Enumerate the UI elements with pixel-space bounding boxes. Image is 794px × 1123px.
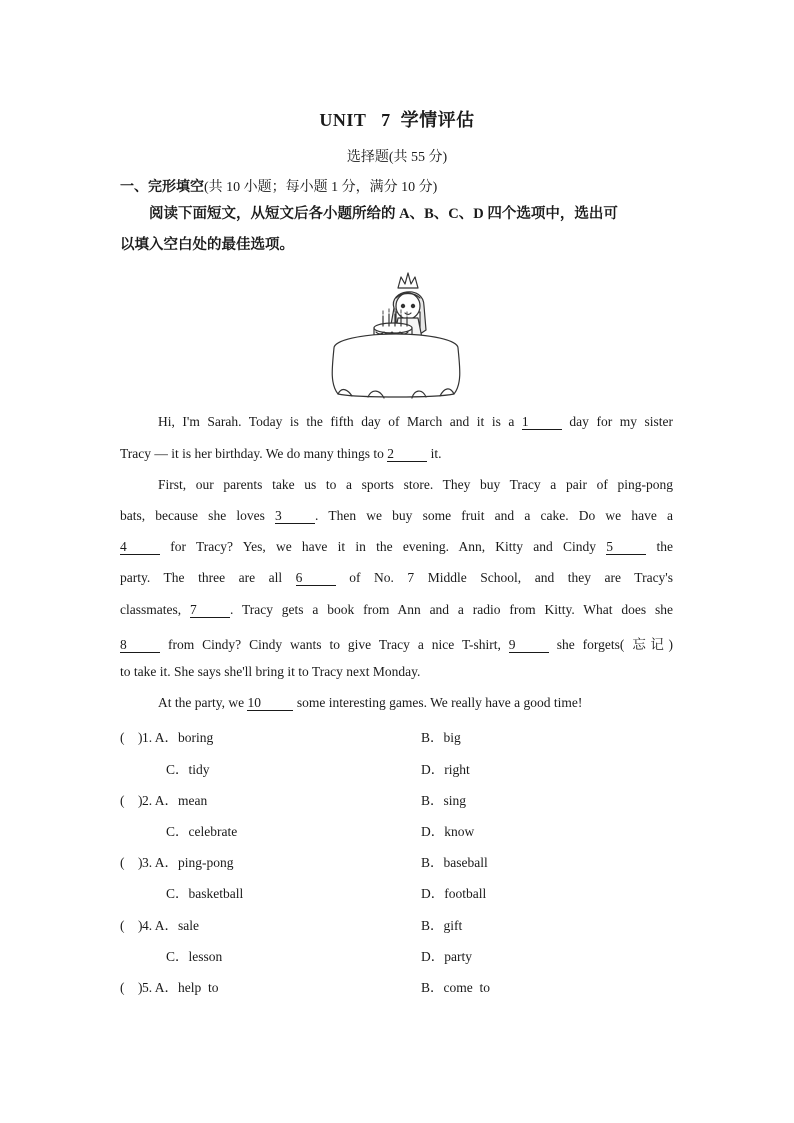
passage-text: some interesting games. We really have a good time! — [293, 695, 583, 710]
passage-line — [120, 570, 673, 586]
passage-line — [120, 414, 673, 430]
blank-5: 5 — [606, 539, 646, 555]
passage-line — [120, 664, 673, 680]
passage-text: it. — [427, 446, 442, 461]
option-b: B．big — [421, 730, 461, 745]
blank-9: 9 — [509, 637, 549, 653]
answer-bracket[interactable]: ( ) — [120, 980, 143, 995]
passage-text: Hi, I'm Sarah. Today is the fifth day of March and it is a — [158, 414, 522, 429]
passage-line — [120, 602, 673, 618]
crown-icon — [398, 273, 418, 288]
instruction-line-2: 以填入空白处的最佳选项。 — [120, 237, 294, 253]
passage-text: classmates, — [120, 602, 190, 617]
page-title: UNIT 7 学情评估 — [319, 110, 475, 130]
option-d: D．right — [421, 762, 470, 777]
blank-8: 8 — [120, 637, 160, 653]
section-subtitle: 选择题(共 55 分) — [346, 150, 448, 165]
answer-bracket[interactable]: ( ) — [120, 730, 143, 745]
question-4 — [120, 914, 199, 934]
option-b: B．sing — [421, 793, 467, 808]
blank-4: 4 — [120, 539, 160, 555]
option-a: A．mean — [154, 793, 208, 808]
passage-line — [120, 446, 673, 462]
section-note: (共 10 小题；每小题 1 分，满分 10 分) — [204, 180, 438, 195]
option-a: A．help to — [154, 980, 219, 995]
table-icon — [332, 334, 460, 398]
passage-line — [120, 539, 673, 555]
passage-text: she forgets( 忘记) — [548, 637, 673, 652]
option-b: B．gift — [421, 918, 463, 933]
answer-bracket[interactable]: ( ) — [120, 918, 143, 933]
option-b: B．come to — [421, 980, 490, 995]
instructions — [120, 199, 675, 261]
question-3 — [120, 851, 234, 871]
option-c: C．tidy — [166, 762, 210, 777]
option-c: C．lesson — [166, 949, 223, 964]
passage-text: to take it. She says she'll bring it to Tracy next Monday. — [120, 664, 421, 679]
passage-text: bats, because she loves — [120, 508, 276, 523]
option-c: C．basketball — [166, 886, 244, 901]
passage-text: for Tracy? Yes, we have it in the evening. Ann, Kitty and Cindy — [160, 539, 607, 554]
passage-text: . Tracy gets a book from Ann and a radio from Kitty. What does she — [229, 602, 673, 617]
face-shape — [396, 293, 420, 319]
question-number: 4. — [142, 918, 153, 933]
passage-text: party. The three are all — [120, 570, 296, 585]
option-b: B．baseball — [421, 855, 488, 870]
question-number: 1. — [142, 730, 153, 745]
question-1 — [120, 726, 213, 746]
option-c: C．celebrate — [166, 824, 238, 839]
passage-line — [120, 508, 673, 524]
passage-line — [120, 477, 673, 493]
question-5 — [120, 976, 219, 996]
blank-3: 3 — [275, 508, 315, 524]
question-number: 5. — [142, 980, 153, 995]
question-number: 3. — [142, 855, 153, 870]
passage-text: the — [646, 539, 673, 554]
instruction-line-1: 阅读下面短文，从短文后各小题所给的 A、B、C、D 四个选项中，选出可 — [149, 206, 618, 222]
option-d: D．know — [421, 824, 475, 839]
passage-text: First, our parents take us to a sports store. They buy Tracy a pair of ping-pong — [158, 477, 673, 492]
section-label: 一、完形填空 — [120, 180, 204, 195]
passage-line — [120, 695, 673, 711]
question-2 — [120, 789, 207, 809]
option-d: D．party — [421, 949, 472, 964]
passage-text: Tracy — it is her birthday. We do many things to — [120, 446, 388, 461]
passage-text: . Then we buy some fruit and a cake. Do we have a — [315, 508, 673, 523]
option-a: A．sale — [154, 918, 200, 933]
blank-7: 7 — [190, 602, 230, 618]
passage-line — [120, 633, 673, 653]
blank-1: 1 — [522, 414, 562, 430]
question-number: 2. — [142, 793, 153, 808]
option-a: A．boring — [154, 730, 214, 745]
section-heading — [120, 176, 437, 196]
passage-text: from Cindy? Cindy wants to give Tracy a nice T-shirt, — [160, 637, 509, 652]
blank-6: 6 — [296, 570, 336, 586]
option-a: A．ping-pong — [154, 855, 234, 870]
passage-text: day for my sister — [561, 414, 674, 429]
option-d: D．football — [421, 886, 487, 901]
answer-bracket[interactable]: ( ) — [120, 855, 143, 870]
answer-bracket[interactable]: ( ) — [120, 793, 143, 808]
blank-2: 2 — [387, 446, 427, 462]
passage-text: of No. 7 Middle School, and they are Tracy's — [335, 570, 673, 585]
blank-10: 10 — [247, 695, 293, 711]
passage-text: At the party, we — [158, 695, 248, 710]
birthday-girl-illustration — [328, 268, 464, 400]
